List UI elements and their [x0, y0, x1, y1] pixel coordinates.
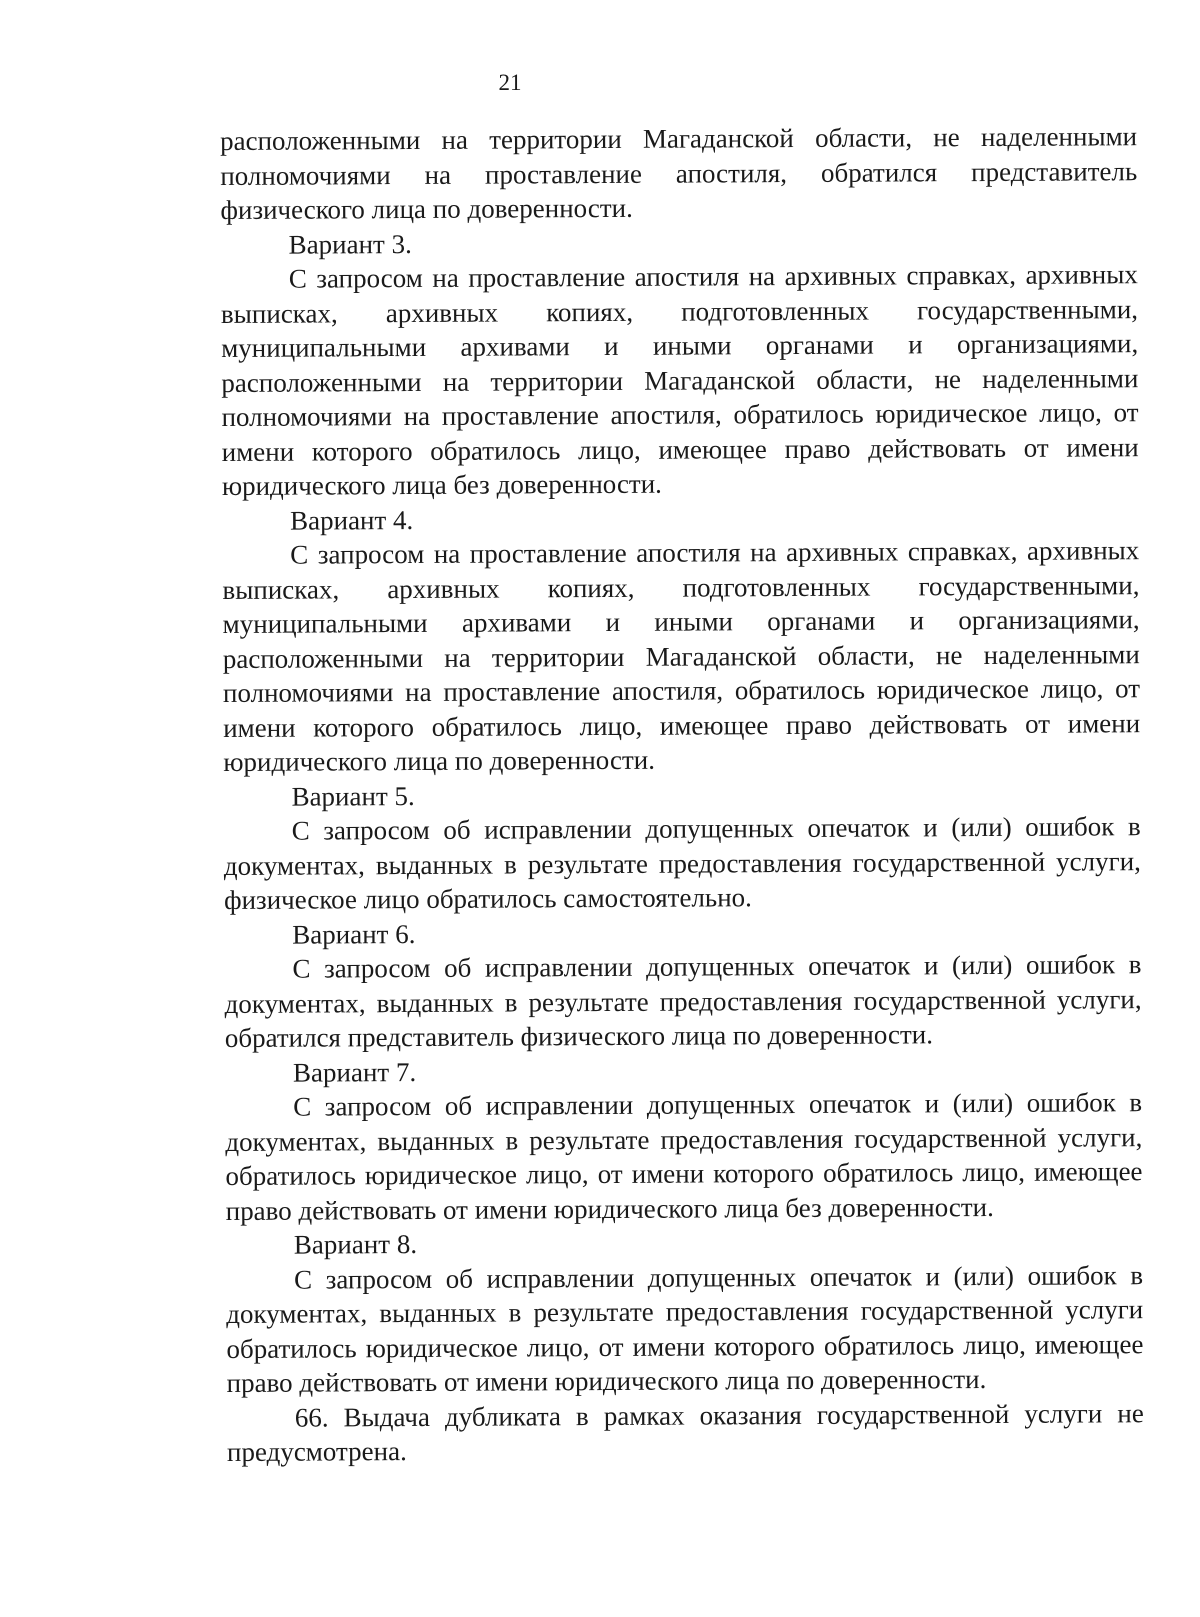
variant-heading: Вариант 6.	[292, 918, 416, 950]
paragraph: С запросом об исправлении допущенных опечаток и (или) ошибок в документах, выданных в результате предоставления государственной услуги обратилось юридическое лицо, от имени которого обратилось лицо, имеющее право действовать от имени юридического лица по доверенности.	[226, 1259, 1144, 1398]
paragraph: С запросом об исправлении допущенных опечаток и (или) ошибок в документах, выданных в результате предоставления государственной услуги, обратилось юридическое лицо, от имени которого обратилось лицо, имеющее право действовать от имени юридического лица без доверенности.	[225, 1087, 1143, 1226]
paragraph: С запросом на проставление апостиля на архивных справках, архивных выписках, архивных копиях, подготовленных государственными, муниципальными архивами и иными органами и организациями, расположенными на территории Магаданской области, не наделенными полномочиями на проставление апостиля, обратилось юридическое лицо, от имени которого обратилось лицо, имеющее право действовать от имени юридического лица без доверенности.	[220, 259, 1139, 501]
document-body	[220, 119, 1144, 1469]
variant-heading: Вариант 4.	[289, 504, 414, 536]
variant-heading: Вариант 5.	[291, 780, 415, 812]
paragraph-continuation: расположенными на территории Магаданской области, не наделенными полномочиями на проставление апостиля, обратился представитель физического лица по доверенности.	[220, 121, 1138, 225]
variant-heading: Вариант 3.	[288, 228, 412, 260]
paragraph-item-66: 66. Выдача дубликата в рамках оказания государственной услуги не предусмотрена.	[226, 1397, 1144, 1467]
page-number: 21	[498, 70, 522, 95]
paragraph: С запросом на проставление апостиля на архивных справках, архивных выписках, архивных копиях, подготовленных государственными, муниципальными архивами и иными органами и организациями, расположенными на территории Магаданской области, не наделенными полномочиями на проставление апостиля, обратилось юридическое лицо, от имени которого обратилось лицо, имеющее право действовать от имени юридического лица по доверенности.	[222, 535, 1141, 777]
variant-heading: Вариант 8.	[293, 1228, 418, 1260]
variant-heading: Вариант 7.	[292, 1056, 417, 1088]
paragraph: С запросом об исправлении допущенных опечаток и (или) ошибок в документах, выданных в результате предоставления государственной услуги, физическое лицо обратилось самостоятельно.	[223, 811, 1141, 915]
paragraph: С запросом об исправлении допущенных опечаток и (или) ошибок в документах, выданных в результате предоставления государственной услуги, обратился представитель физического лица по доверенности.	[224, 949, 1142, 1053]
